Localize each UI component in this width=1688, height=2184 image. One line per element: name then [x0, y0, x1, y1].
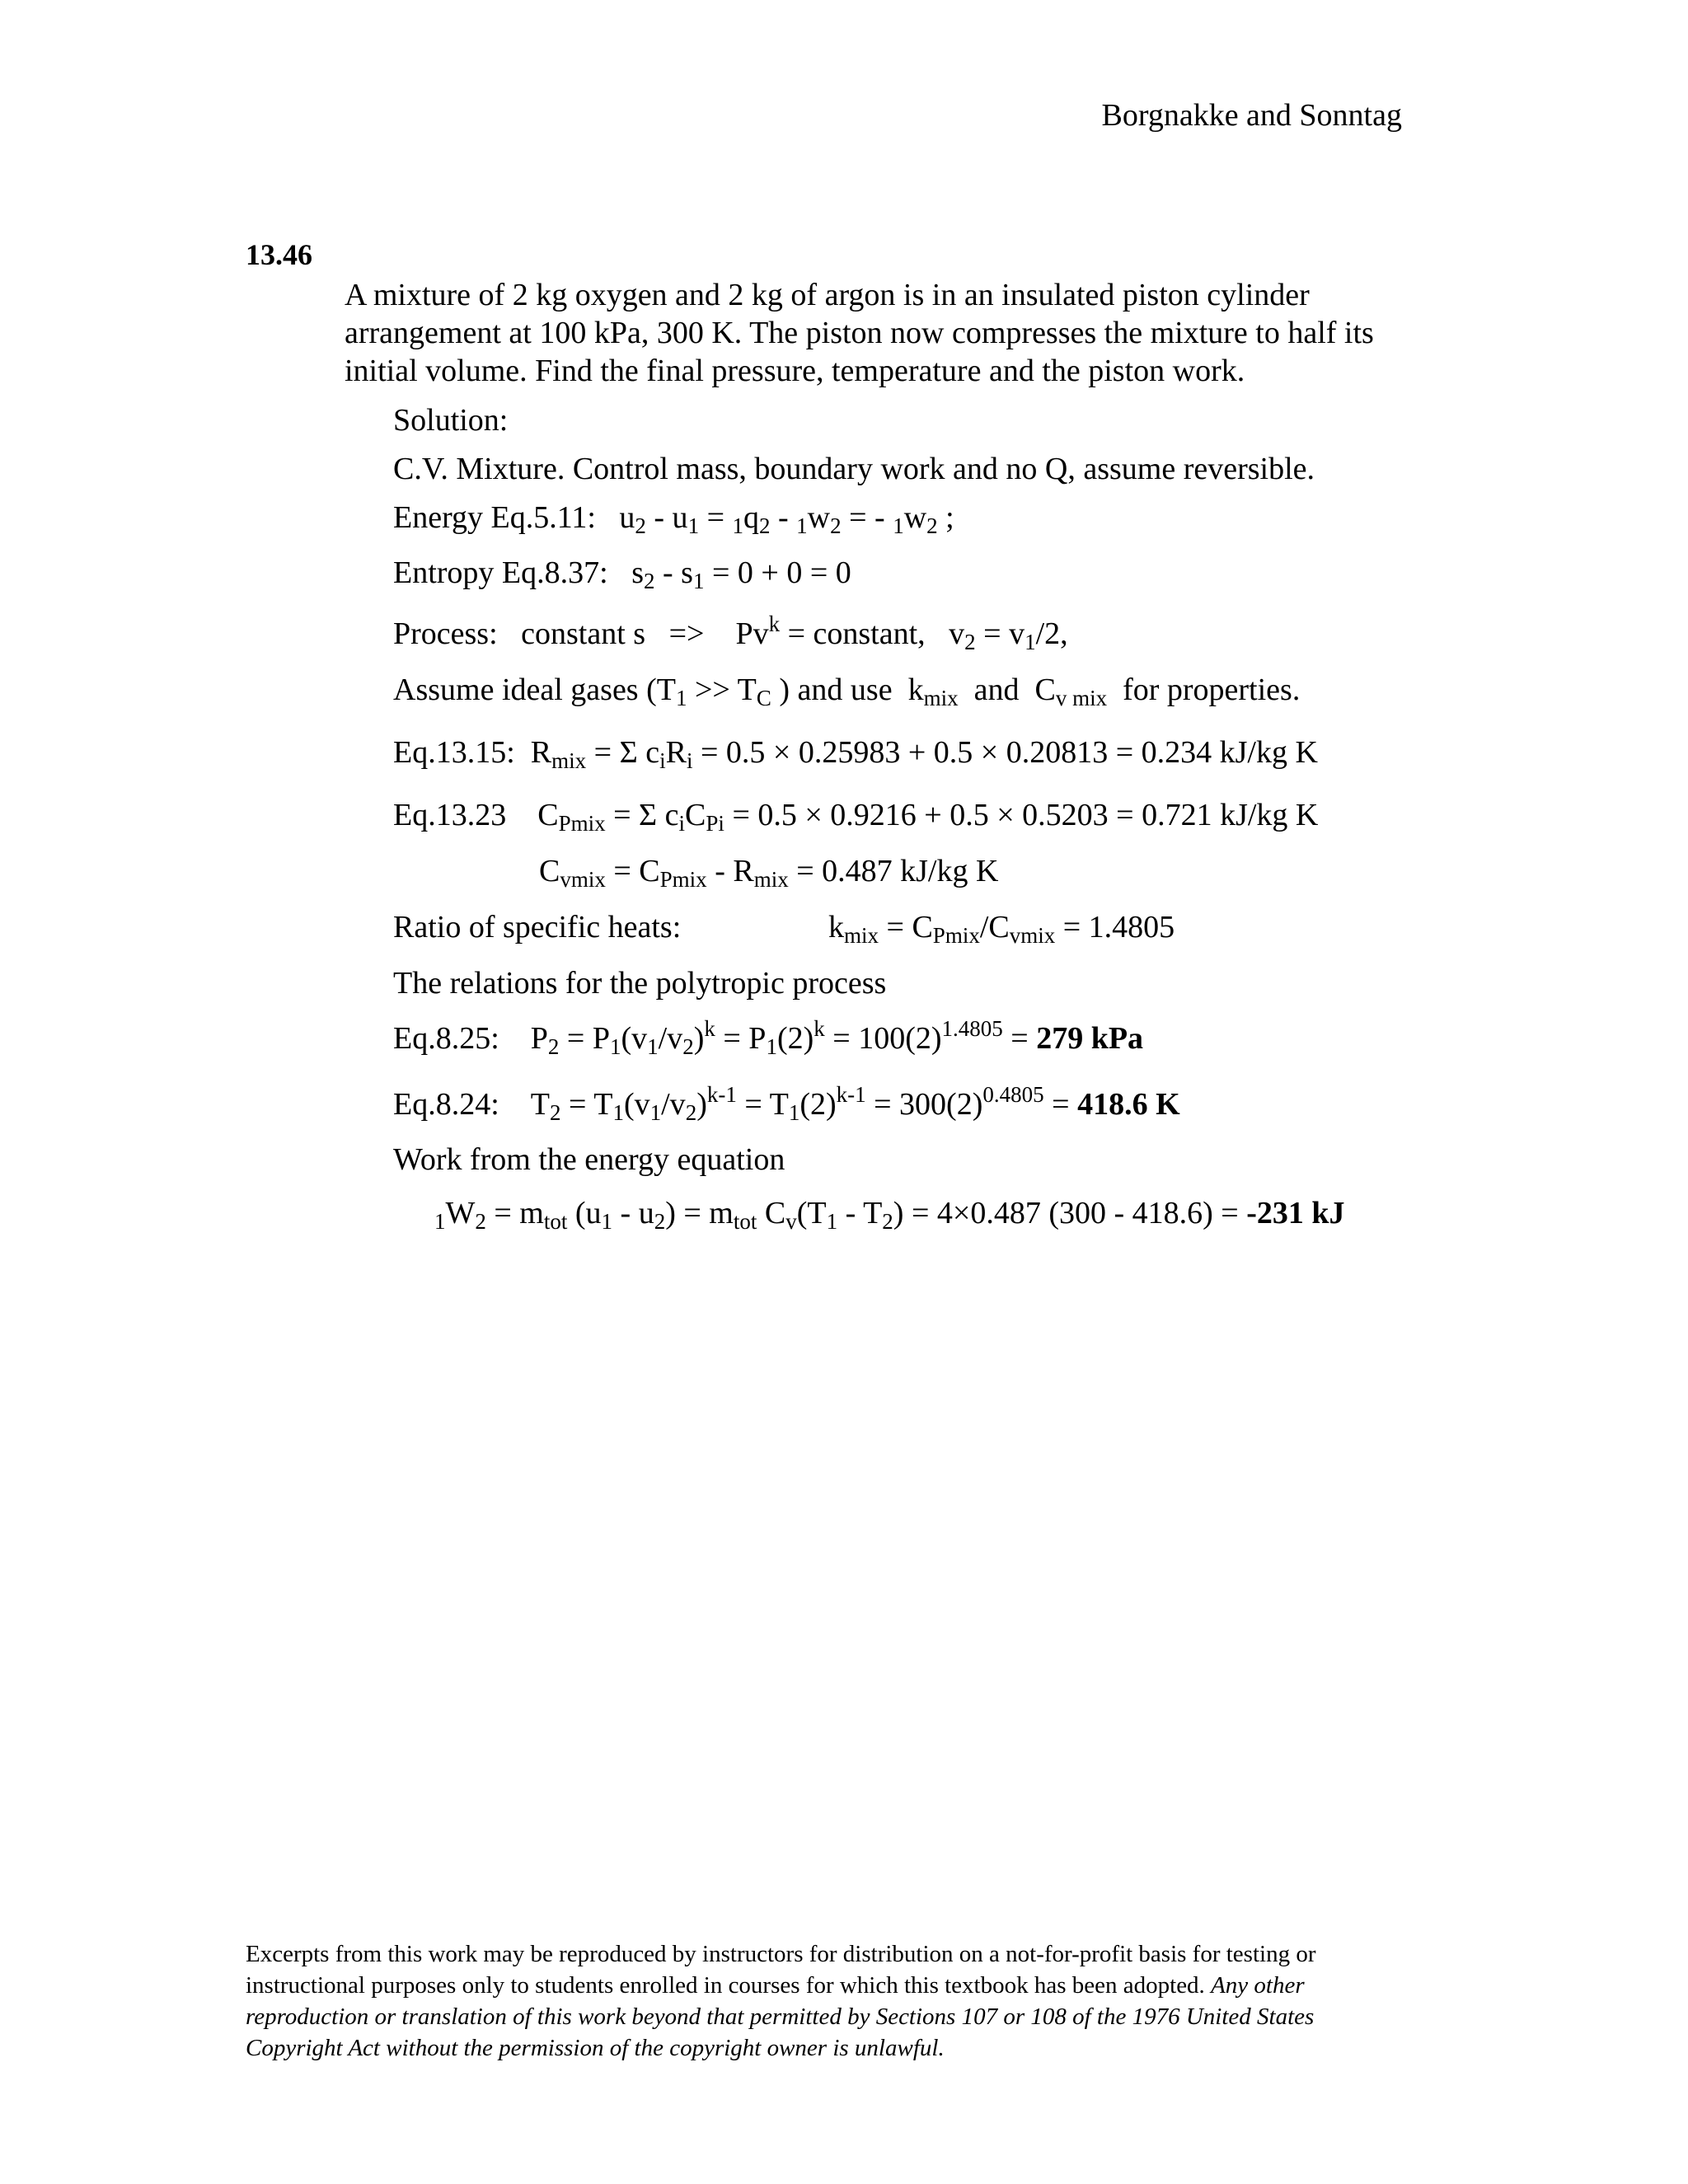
energy-label: Energy Eq.5.11: — [393, 500, 596, 535]
energy-equation: Energy Eq.5.11: $u_2 - u_1 = _1q_2 - _1w_2$ = - $_1w_2$ ; — [393, 500, 954, 538]
eq-8-25-label: Eq.8.25: — [393, 1021, 499, 1056]
work-text: Work from the energy equation — [393, 1142, 785, 1177]
ratio-label: Ratio of specific heats: — [393, 910, 682, 944]
work-equation: $_1W_2 = m_{tot}$ $(u_1 - u_2) = m_{tot}$ $C_v(T_1 - T_2) = 4\times 0.487$ (300 - 418.6) = -231 kJ — [434, 1196, 1345, 1234]
solution-label: Solution: — [393, 403, 509, 438]
eq-8-24-line: Eq.8.24: $T_2 = T_1(v_1/v_2)^{k-1} = T_1(2)^{k-1} = 300(2)^{0.4805} = 418.6$ K — [393, 1082, 1180, 1125]
cvmix-line: $C_{vmix} = C_{Pmix} - R_{mix} = 0.487$ kJ/kg K — [539, 854, 999, 892]
eq-8-25-line: Eq.8.25: $P_2 = P_1(v_1/v_2)^k = P_1(2)^k = 100(2)^{1.4805} = 279$ kPa — [393, 1016, 1144, 1059]
eq-13-15-line: Eq.13.15: $R_{mix} = \Sigma$ $c_iR_i = 0.5 \times 0.25983 + 0.5 \times 0.20813 = 0.234$ kJ/kg K — [393, 735, 1318, 773]
kmix-line: $k_{mix} = C_{Pmix}/C_{vmix} = 1.4805$ — [828, 910, 1175, 948]
eq-13-23-label: Eq.13.23 — [393, 798, 507, 832]
footer-italic-text: Any other reproduction or translation of this work beyond that permitted by Sections 107 or 108 of the 1976 United States Copyright Act without the permission of the copyright owner is unlawful. — [246, 1972, 1315, 2061]
footer-normal-text: Excerpts from this work may be reproduced by instructors for distribution on a not-for-profit basis for testing or instructional purposes only to students enrolled in courses for which this textbook has been adopted. — [246, 1941, 1316, 1999]
eq-13-23-line: Eq.13.23 $C_{Pmix} = \Sigma$ $c_iC_{Pi} = 0.5 \times 0.9216 + 0.5 \times 0.5203 = 0.721$ kJ/kg K — [393, 798, 1319, 836]
process-text: constant s — [521, 616, 646, 651]
assumption-line: Assume ideal gases ($T_1 >> T_C$ ) and use $k_{mix}$ and $C_{v mix}$ for properties. — [393, 673, 1301, 710]
work-result: -231 kJ — [1246, 1196, 1345, 1230]
problem-number: 13.46 — [246, 238, 312, 271]
eq-13-15-label: Eq.13.15: — [393, 735, 515, 770]
control-volume-text: C.V. Mixture. Control mass, boundary work and no Q, assume reversible. — [393, 452, 1315, 486]
process-label: Process: — [393, 616, 498, 651]
page-header-authors: Borgnakke and Sonntag — [1101, 98, 1402, 133]
eq-8-24-label: Eq.8.24: — [393, 1087, 499, 1122]
p2-result: 279 kPa — [1036, 1021, 1144, 1056]
copyright-footer — [246, 1938, 1416, 2064]
t2-result: 418.6 K — [1077, 1087, 1180, 1122]
entropy-label: Entropy Eq.8.37: — [393, 555, 608, 590]
entropy-equation: Entropy Eq.8.37: $s_2 - s_1 = 0 + 0 = 0$ — [393, 555, 851, 593]
relations-text: The relations for the polytropic process — [393, 966, 887, 1001]
process-line: Process: constant s => $Pv^k$ = constant, $v_2 = v_1/2$, — [393, 612, 1068, 654]
problem-statement: A mixture of 2 kg oxygen and 2 kg of argon is in an insulated piston cylinder arrangement at 100 kPa, 300 K. The piston now compresses the mixture to half its initial volume. Find the final pressure, temperature and the piston work. — [345, 278, 1374, 388]
assume-text: Assume ideal gases — [393, 673, 639, 707]
assume-tail: for properties. — [1123, 673, 1301, 707]
